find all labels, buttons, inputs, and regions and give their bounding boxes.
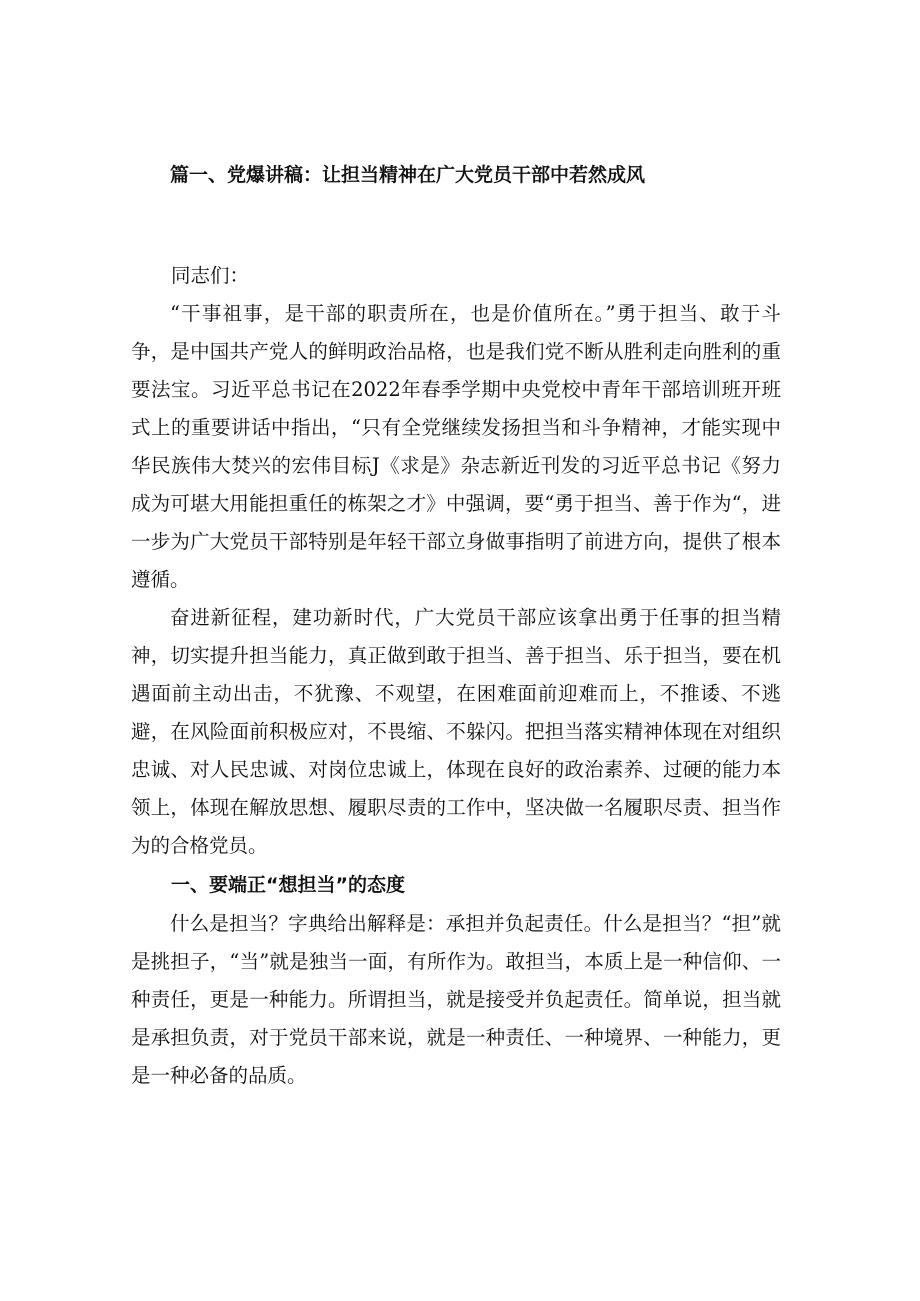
section-heading: 一、要端正“想担当”的态度 (171, 874, 405, 896)
paragraph-intro: “干事祖事，是干部的职责所在，也是价值所在。”勇于担当、敢于斗争，是中国共产党人的鲜明政治品格，也是我们党不断从胜利走向胜利的重要法宝。习近平总书记在2022年春季学期中央党校中青年干部培训班开班式上的重要讲话中指出，“只有全党继续发扬担当和斗争精神，才能实现中华民族伟大焚兴的宏伟目标J《求是》杂志新近刊发的习近平总书记《努力成为可堪大用能担重任的栋架之才》中强调，要“勇于担当、善于作为“，进一步为广大党员干部特别是年轻干部立身做事指明了前进方向，提供了根本遵循。 (131, 302, 781, 591)
paragraph-what-is-responsibility: 什么是担当？字典给出解释是：承担并负起责任。什么是担当？“担”就是挑担子，“当”就是独当一面，有所作为。敢担当，本质上是一种信仰、一种责任，更是一种能力。所谓担当，就是接受并负起责任。简单说，担当就是承担负责，对于党员干部来说，就是一种责任、一种境界、一种能力，更是一种必备的品质。 (131, 912, 781, 1087)
document-title: 篇一、党爆讲稿：让担当精神在广大党员干部中若然成风 (170, 164, 646, 186)
greeting: 同志们： (171, 264, 250, 287)
paragraph-new-journey: 奋进新征程，建功新时代，广大党员干部应该拿出勇于任事的担当精神，切实提升担当能力，真正做到敢于担当、善于担当、乐于担当，要在机遇面前主动出击，不犹豫、不观望，在困难面前迎难而上，不推诿、不逃避，在风险面前积极应对，不畏缩、不躲闪。把担当落实精神体现在对组织忠诚、对人民忠诚、对岗位忠诚上，体现在良好的政治素养、过硬的能力本领上，体现在解放思想、履职尽责的工作中，坚决做一名履职尽责、担当作为的合格党员。 (131, 606, 781, 857)
document-body (131, 257, 781, 1095)
